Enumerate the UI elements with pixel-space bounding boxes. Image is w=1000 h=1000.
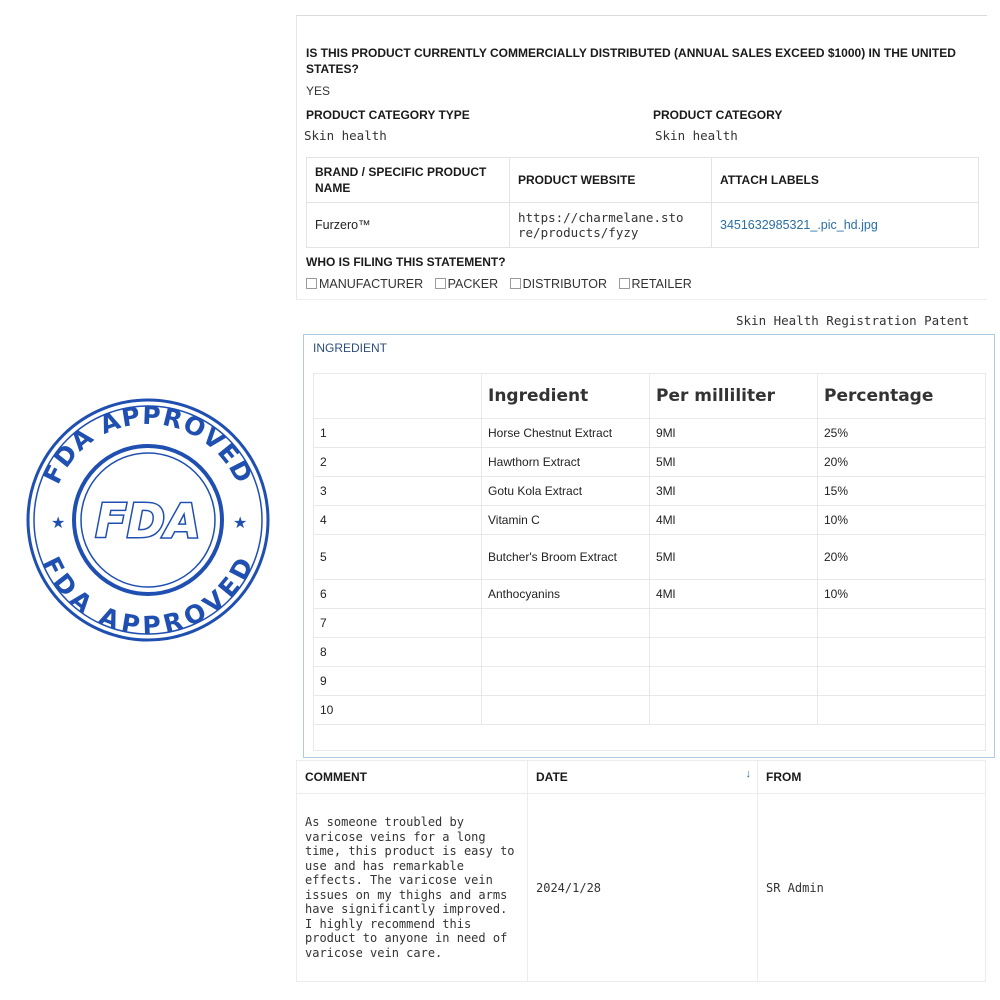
table-row: 4 Vitamin C 4Ml 10% bbox=[314, 506, 986, 535]
brand-table bbox=[306, 157, 979, 248]
filing-question: WHO IS FILING THIS STATEMENT? bbox=[306, 255, 506, 269]
brand-name: Furzero™ bbox=[307, 203, 510, 248]
product-form-panel bbox=[296, 15, 987, 300]
registration-note: Skin Health Registration Patent bbox=[736, 313, 970, 328]
option-manufacturer[interactable]: MANUFACTURER bbox=[306, 277, 423, 291]
comment-text: As someone troubled by varicose veins for a long time, this product is easy to use and has remarkable effects. The varicose vein issues on my thighs and arms have significantly improved. I highly recommend this product to anyone in need of varicose vein care. bbox=[297, 794, 528, 982]
table-row: 1 Horse Chestnut Extract 9Ml 25% bbox=[314, 419, 986, 448]
ingredient-header-name: Ingredient bbox=[482, 374, 650, 419]
category-type-value: Skin health bbox=[304, 128, 387, 143]
table-row: 7 bbox=[314, 609, 986, 638]
comment-date: 2024/1/28 bbox=[528, 794, 758, 982]
brand-header: BRAND / SPECIFIC PRODUCT NAME bbox=[307, 158, 510, 203]
category-type-label: PRODUCT CATEGORY TYPE bbox=[306, 108, 470, 122]
table-row: 9 bbox=[314, 667, 986, 696]
commercial-answer: YES bbox=[306, 84, 331, 98]
comment-from: SR Admin bbox=[758, 794, 986, 982]
product-website: https://charmelane.store/products/fyzy bbox=[518, 210, 684, 240]
attach-label-link[interactable]: 3451632985321_.pic_hd.jpg bbox=[720, 218, 878, 232]
checkbox-icon[interactable] bbox=[435, 278, 446, 289]
ingredient-header-percentage: Percentage bbox=[818, 374, 986, 419]
table-row bbox=[297, 794, 986, 982]
ingredient-title: INGREDIENT bbox=[313, 341, 388, 355]
seal-top-text: FDA APPROVED bbox=[37, 400, 259, 489]
commercial-question: IS THIS PRODUCT CURRENTLY COMMERCIALLY DISTRIBUTED (ANNUAL SALES EXCEED $1000) IN THE UNITED STATES? bbox=[306, 46, 956, 76]
comment-table bbox=[296, 760, 986, 982]
seal-center-text: FDA bbox=[95, 494, 201, 548]
fda-approved-seal bbox=[25, 397, 271, 643]
checkbox-icon[interactable] bbox=[619, 278, 630, 289]
ingredient-table bbox=[313, 373, 986, 751]
table-row: 5 Butcher's Broom Extract 5Ml 20% bbox=[314, 535, 986, 580]
option-packer[interactable]: PACKER bbox=[435, 277, 498, 291]
filing-options bbox=[306, 275, 699, 293]
checkbox-icon[interactable] bbox=[510, 278, 521, 289]
svg-text:FDA APPROVED bbox=[36, 552, 260, 640]
seal-bottom-text: FDA APPROVED bbox=[36, 552, 260, 641]
table-row: 6 Anthocyanins 4Ml 10% bbox=[314, 580, 986, 609]
from-header: FROM bbox=[758, 761, 986, 794]
table-row bbox=[314, 725, 986, 751]
ingredient-header-per-ml: Per milliliter bbox=[650, 374, 818, 419]
table-row: 8 bbox=[314, 638, 986, 667]
table-row: 3 Gotu Kola Extract 3Ml 15% bbox=[314, 477, 986, 506]
seal-star-icon-right: ★ bbox=[233, 515, 248, 532]
checkbox-icon[interactable] bbox=[306, 278, 317, 289]
sort-arrow-down-icon[interactable]: ↓ bbox=[745, 768, 751, 780]
option-distributor[interactable]: DISTRIBUTOR bbox=[510, 277, 608, 291]
table-row: 2 Hawthorn Extract 5Ml 20% bbox=[314, 448, 986, 477]
date-header[interactable]: DATE ↓ bbox=[528, 761, 758, 794]
category-label: PRODUCT CATEGORY bbox=[653, 108, 783, 122]
labels-header: ATTACH LABELS bbox=[712, 158, 979, 203]
table-row: 10 bbox=[314, 696, 986, 725]
option-retailer[interactable]: RETAILER bbox=[619, 277, 692, 291]
seal-star-icon-left: ★ bbox=[51, 515, 66, 532]
ingredient-panel bbox=[303, 334, 995, 758]
comment-header: COMMENT bbox=[297, 761, 528, 794]
category-value: Skin health bbox=[655, 128, 738, 143]
ingredient-header-num bbox=[314, 374, 482, 419]
website-header: PRODUCT WEBSITE bbox=[510, 158, 712, 203]
